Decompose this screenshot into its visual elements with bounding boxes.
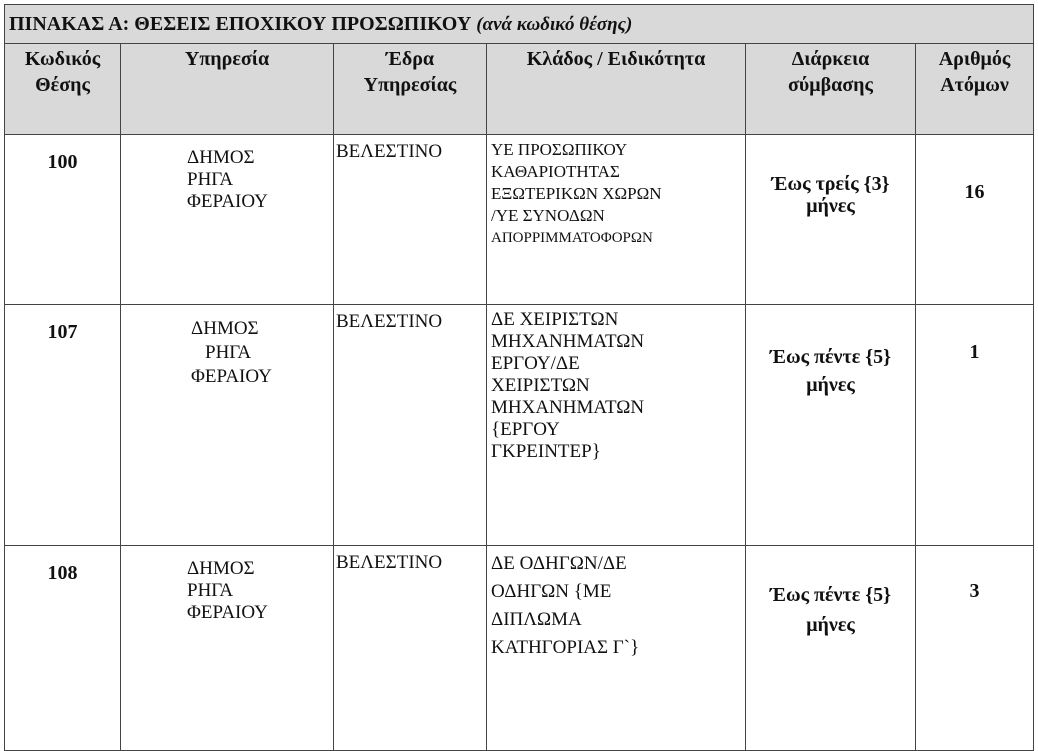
cell-count: 16 (916, 135, 1034, 305)
header-service (121, 44, 334, 135)
cell-service (121, 305, 334, 546)
header-count-line1: Αριθμός (938, 48, 1011, 70)
table-row (5, 546, 1034, 751)
table-title-sub: (ανά κωδικό θέσης) (476, 13, 633, 35)
header-specialty (487, 44, 746, 135)
service-line: ΡΗΓΑ (187, 580, 234, 601)
header-count (916, 44, 1034, 135)
service-line: ΔΗΜΟΣ (191, 318, 259, 339)
specialty-line: ΕΡΓΟΥ/ΔΕ (491, 353, 580, 374)
specialty-line: ΚΑΤΗΓΟΡΙΑΣ Γ`} (491, 637, 640, 658)
cell-service (121, 135, 334, 305)
duration-line: μήνες (806, 195, 855, 217)
table-row (5, 305, 1034, 546)
header-code-line1: Κωδικός (24, 48, 101, 70)
cell-seat: ΒΕΛΕΣΤΙΝΟ (334, 135, 487, 305)
positions-table (4, 4, 1034, 751)
header-duration-line2: σύμβασης (788, 74, 873, 96)
cell-specialty (487, 305, 746, 546)
duration-line: Έως πέντε {5} (770, 346, 891, 368)
cell-code: 108 (5, 546, 121, 751)
specialty-line: ΚΑΘΑΡΙΟΤΗΤΑΣ (491, 162, 620, 181)
cell-code: 100 (5, 135, 121, 305)
duration-line: μήνες (806, 374, 855, 396)
cell-count: 1 (916, 305, 1034, 546)
table-title (5, 5, 1034, 44)
specialty-line: ΟΔΗΓΩΝ {ΜΕ (491, 581, 612, 602)
service-line: ΡΗΓΑ (205, 342, 252, 363)
cell-count: 3 (916, 546, 1034, 751)
cell-code: 107 (5, 305, 121, 546)
duration-line: μήνες (806, 614, 855, 636)
duration-line: Έως πέντε {5} (770, 584, 891, 606)
specialty-line: ΜΗΧΑΝΗΜΑΤΩΝ (491, 331, 645, 352)
service-line: ΡΗΓΑ (187, 169, 234, 190)
specialty-line: ΥΕ ΠΡΟΣΩΠΙΚΟΥ (491, 140, 628, 159)
header-seat-line2: Υπηρεσίας (363, 74, 457, 96)
header-row (5, 44, 1034, 135)
cell-seat: ΒΕΛΕΣΤΙΝΟ (334, 305, 487, 546)
header-duration (746, 44, 916, 135)
header-duration-line1: Διάρκεια (791, 48, 870, 70)
service-line: ΔΗΜΟΣ (187, 147, 255, 168)
specialty-line: /ΥΕ ΣΥΝΟΔΩΝ (491, 206, 605, 225)
cell-specialty (487, 135, 746, 305)
header-code (5, 44, 121, 135)
specialty-line: ΔΕ ΟΔΗΓΩΝ/ΔΕ (491, 553, 627, 574)
header-seat (334, 44, 487, 135)
specialty-line: ΔΙΠΛΩΜΑ (491, 609, 582, 630)
cell-duration (746, 305, 916, 546)
specialty-line: {ΕΡΓΟΥ (491, 419, 560, 440)
specialty-line: ΧΕΙΡΙΣΤΩΝ (491, 375, 590, 396)
header-seat-line1: Έδρα (385, 48, 435, 70)
header-count-line2: Ατόμων (940, 74, 1009, 96)
cell-specialty (487, 546, 746, 751)
table-row (5, 135, 1034, 305)
specialty-line: ΑΠΟΡΡΙΜΜΑΤΟΦΟΡΩΝ (491, 230, 653, 246)
service-line: ΦΕΡΑΙΟΥ (187, 602, 268, 623)
service-line: ΦΕΡΑΙΟΥ (191, 366, 272, 387)
duration-line: Έως τρείς {3} (771, 173, 890, 195)
specialty-line: ΜΗΧΑΝΗΜΑΤΩΝ (491, 397, 645, 418)
table-title-main: ΠΙΝΑΚΑΣ Α: ΘΕΣΕΙΣ ΕΠΟΧΙΚΟΥ ΠΡΟΣΩΠΙΚΟΥ (9, 12, 472, 35)
header-code-line2: Θέσης (35, 74, 90, 96)
cell-service (121, 546, 334, 751)
header-service-line1: Υπηρεσία (184, 48, 270, 70)
header-specialty-line1: Κλάδος / Ειδικότητα (526, 48, 706, 70)
cell-duration (746, 546, 916, 751)
cell-seat: ΒΕΛΕΣΤΙΝΟ (334, 546, 487, 751)
cell-duration (746, 135, 916, 305)
specialty-line: ΓΚΡΕΙΝΤΕΡ} (491, 441, 601, 462)
service-line: ΔΗΜΟΣ (187, 558, 255, 579)
service-line: ΦΕΡΑΙΟΥ (187, 191, 268, 212)
specialty-line: ΕΞΩΤΕΡΙΚΩΝ ΧΩΡΩΝ (491, 184, 662, 203)
specialty-line: ΔΕ ΧΕΙΡΙΣΤΩΝ (491, 309, 619, 330)
